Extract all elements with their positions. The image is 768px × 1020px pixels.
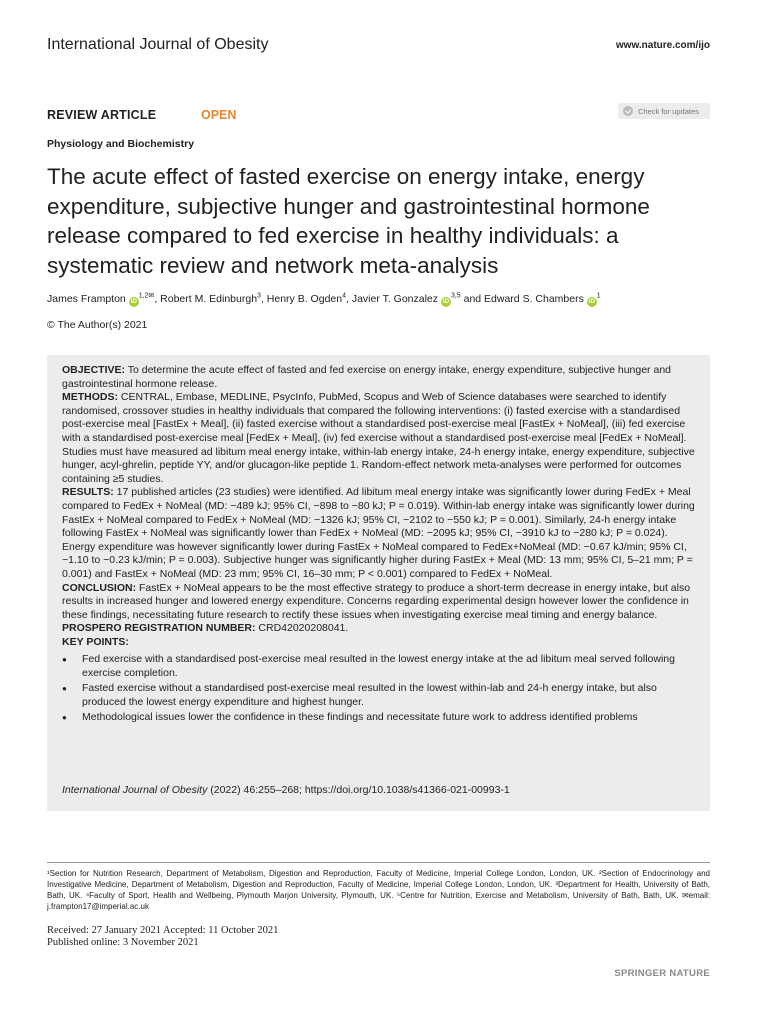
subject-section-label: Physiology and Biochemistry bbox=[47, 138, 195, 150]
key-points-list bbox=[62, 653, 702, 724]
abstract-keypoints-heading: KEY POINTS: bbox=[62, 635, 129, 648]
author-name[interactable]: James Frampton bbox=[47, 293, 126, 305]
publisher-logo: SPRINGER NATURE bbox=[614, 968, 710, 979]
check-for-updates-button[interactable] bbox=[618, 103, 710, 119]
received-accepted-date: Received: 27 January 2021 Accepted: 11 October 2021 bbox=[47, 925, 279, 936]
orcid-icon[interactable]: iD bbox=[130, 298, 137, 305]
key-point-item: ● Methodological issues lower the confidence in these findings and necessitate future work to address identified problems bbox=[62, 711, 702, 725]
checkmark-icon bbox=[623, 106, 633, 116]
author-name[interactable]: Robert M. Edinburgh bbox=[160, 293, 258, 305]
orcid-icon[interactable]: iD bbox=[442, 298, 450, 305]
copyright-notice: © The Author(s) 2021 bbox=[47, 319, 148, 331]
abstract-prospero: PROSPERO REGISTRATION NUMBER: CRD42020208041. bbox=[62, 622, 349, 635]
abstract-results: RESULTS: 17 published articles (23 studies) were identified. Ad libitum meal energy intake was significantly lower during FedEx + Meal compared to FedEx + NoMeal (MD: −489 kJ; 95% CI, −898 to −80 kJ; P = 0.019). Within-lab energy intake was significantly lower during FastEx + NoMeal compared to FedEx + NoMeal (MD: −1326 kJ; 95% CI, −2102 to −550 kJ; P = 0.001). Similarly, 24-h energy intake following FastEx + NoMeal was significantly lower than FedEx + NoMeal (MD: −2095 kJ; 95% CI, −3910 kJ to −280 kJ; P = 0.024). Energy expenditure was however significantly lower during FastEx + NoMeal compared to FedEx+NoMeal (MD: −0.67 kJ/min; 95% CI, −1.10 to −0.23 kJ/min; P = 0.003). Subjective hunger was significantly higher during FastEx + Meal (MD: 13 mm; 95% CI, 5–21 mm; P = 0.001) and FastEx + NoMeal (MD: 23 mm; 95% CI, 16–30 mm; P < 0.001) compared to FedEx + NoMeal. bbox=[62, 486, 695, 580]
journal-name: International Journal of Obesity bbox=[47, 36, 269, 53]
citation-line: International Journal of Obesity (2022) 46:255–268; https://doi.org/10.1038/s41366-021-00993-1 bbox=[62, 784, 510, 796]
author-list: James Frampton $iD^{1,2✉}$, Robert M. Edinburgh$^3$, Henry B. Ogden$^4$, Javier T. Gonzalez iD$^{3,5}$ and Edward S. Chambers $iD^1$ bbox=[47, 292, 601, 305]
check-for-updates-label: Check for updates bbox=[638, 106, 699, 116]
affiliations-footnote: ¹Section for Nutrition Research, Department of Metabolism, Digestion and Reproduction, Faculty of Medicine, Imperial College London, London, UK. ²Section of Endocrinology and Investigative Medicine, Department of Metabolism, Digestion and Reproduction, Faculty of Medicine, Imperial College London, London, UK. ³Department for Health, University of Bath, Bath, UK. ⁴Faculty of Sport, Health and Wellbeing, Plymouth Marjon University, Plymouth, UK. ⁵Centre for Nutrition, Exercise and Metabolism, University of Bath, Bath, UK. ✉email: j.frampton17@imperial.ac.uk bbox=[47, 869, 710, 911]
author-name[interactable]: Edward S. Chambers bbox=[484, 293, 584, 305]
abstract-objective: OBJECTIVE: To determine the acute effect of fasted and fed exercise on energy intake, energy expenditure, subjective hunger and gastrointestinal hormone release. bbox=[62, 364, 671, 390]
author-affiliation-marker: 3 bbox=[257, 292, 261, 300]
article-title: The acute effect of fasted exercise on energy intake, energy expenditure, subjective hunger and gastrointestinal hormone release compared to fed exercise in healthy individuals: a systematic review and network meta-analysis bbox=[47, 164, 650, 278]
author-affiliation-marker: 1,2✉ bbox=[138, 292, 155, 300]
author-affiliation-marker: 3,5 bbox=[450, 292, 461, 300]
author-name[interactable]: Henry B. Ogden bbox=[266, 293, 343, 305]
author-affiliation-marker: 4 bbox=[342, 292, 346, 300]
footnote-divider bbox=[47, 862, 710, 863]
abstract-conclusion: CONCLUSION: FastEx + NoMeal appears to be the most effective strategy to produce a short-term decrease in energy intake, but also results in increased hunger and lowered energy expenditure. Concerns regarding experimental design however lower the confidence in these findings, necessitating future research to rectify these issues when investigating exercise meal timing and energy balance. bbox=[62, 581, 691, 621]
published-date: Published online: 3 November 2021 bbox=[47, 937, 199, 948]
abstract-methods: METHODS: CENTRAL, Embase, MEDLINE, PsycInfo, PubMed, Scopus and Web of Science databases were searched to identify randomised, crossover studies in healthy individuals that compared the following interventions: (i) fasted exercise with a standardised post-exercise meal [FastEx + Meal], (ii) fasted exercise without a standardised post-exercise meal [FastEx + NoMeal], (iii) fed exercise with a standardised post-exercise meal [FedEx + Meal], (iv) fed exercise without a standardised post-exercise meal [FedEx + NoMeal]. Studies must have measured ad libitum meal energy intake, within-lab energy intake, 24-h energy intake, energy expenditure, subjective hunger, acyl-ghrelin, peptide YY, and/or glucagon-like peptide 1. Random-effect network meta-analyses were performed for outcomes containing ≥5 studies. bbox=[62, 391, 695, 485]
publication-dates bbox=[47, 925, 278, 949]
author-name[interactable]: Javier T. Gonzalez bbox=[351, 293, 439, 305]
abstract-box bbox=[47, 355, 710, 811]
citation-doi-link[interactable]: (2022) 46:255–268; https://doi.org/10.1038/s41366-021-00993-1 bbox=[207, 784, 510, 796]
open-access-label: OPEN bbox=[201, 108, 237, 122]
key-point-item: ● Fasted exercise without a standardised post-exercise meal resulted in the lowest within-lab and 24-h energy intake, but also produced the lowest energy expenditure and highest hunger. bbox=[62, 682, 702, 709]
key-point-item: ● Fed exercise with a standardised post-exercise meal resulted in the lowest energy intake at the ad libitum meal served following exercise completion. bbox=[62, 653, 702, 680]
journal-url-link[interactable]: www.nature.com/ijo bbox=[615, 40, 710, 51]
author-affiliation-marker: 1 bbox=[596, 292, 601, 300]
orcid-icon[interactable]: iD bbox=[588, 298, 596, 305]
article-type-label: REVIEW ARTICLE bbox=[47, 108, 157, 122]
